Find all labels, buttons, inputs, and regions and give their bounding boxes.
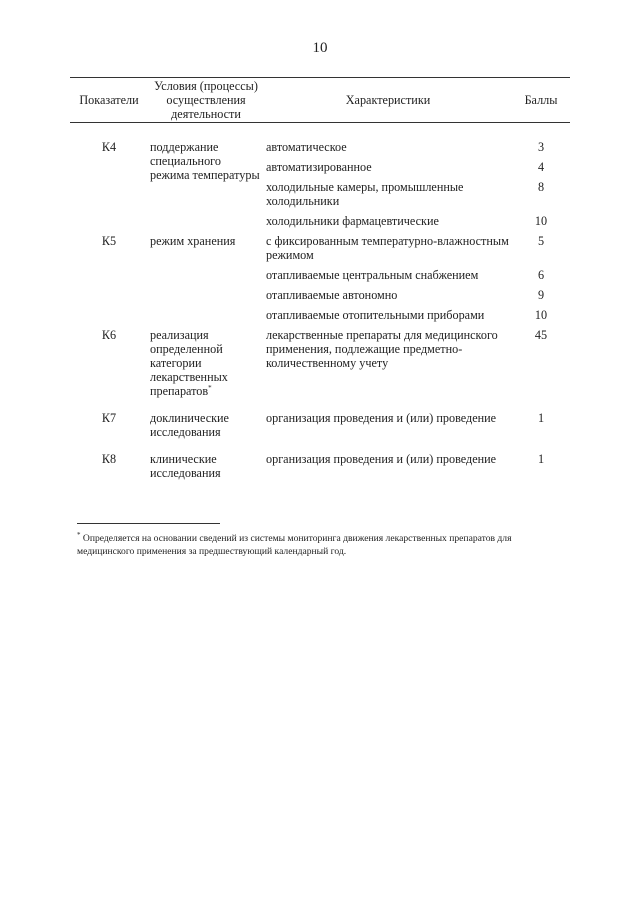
indicator-k8: К8 (101, 452, 117, 466)
score: 1 (537, 411, 545, 425)
characteristic: с фиксированным температурно-влажностным режимом (266, 234, 509, 262)
score: 10 (534, 308, 548, 322)
indicator-k6: К6 (101, 328, 117, 342)
score: 1 (537, 452, 545, 466)
header-characteristics: Характеристики (264, 78, 512, 123)
indicator-k4: К4 (101, 140, 117, 154)
condition-k6-text: реализация определенной категории лекарственных препаратов (150, 328, 228, 398)
characteristic: отапливаемые автономно (266, 288, 398, 302)
characteristic: холодильные камеры, промышленные холодильники (266, 180, 464, 208)
table-row (70, 401, 570, 442)
condition-k7: доклинические исследования (150, 411, 229, 439)
score: 45 (534, 328, 548, 342)
condition-k8: клинические исследования (150, 452, 221, 480)
characteristic: автоматическое (266, 140, 347, 154)
score: 9 (537, 288, 545, 302)
condition-k6 (148, 325, 264, 401)
indicator-k5: К5 (101, 234, 117, 248)
table-row (70, 442, 570, 483)
score: 3 (537, 140, 545, 154)
condition-k4: поддержание специального режима температуры (150, 140, 260, 182)
score: 6 (537, 268, 545, 282)
characteristic: автоматизированное (266, 160, 372, 174)
characteristic: отапливаемые отопительными приборами (266, 308, 485, 322)
characteristic: лекарственные препараты для медицинского применения, подлежащие предметно-количественному учету (266, 328, 498, 370)
score: 8 (537, 180, 545, 194)
footnote-divider (77, 523, 220, 524)
table-row (70, 325, 570, 401)
characteristic: организация проведения и (или) проведение (266, 452, 497, 466)
footnote-mark: * (77, 530, 81, 539)
scoring-table (70, 77, 570, 483)
header-scores: Баллы (512, 78, 570, 123)
characteristic: холодильники фармацевтические (266, 214, 439, 228)
condition-k5: режим хранения (150, 234, 236, 248)
footnote (77, 532, 567, 558)
table-header-row (70, 78, 570, 123)
characteristic: отапливаемые центральным снабжением (266, 268, 479, 282)
characteristic: организация проведения и (или) проведение (266, 411, 497, 425)
header-indicators: Показатели (70, 78, 148, 123)
footnote-ref-mark: * (208, 383, 212, 392)
score: 5 (537, 234, 545, 248)
table-row (70, 231, 570, 265)
page-number: 10 (312, 40, 328, 56)
score: 10 (534, 214, 548, 228)
footnote-text: Определяется на основании сведений из системы мониторинга движения лекарственных препаратов для медицинского применения за предшествующий календарный год. (77, 533, 512, 557)
table-row (70, 137, 570, 157)
indicator-k7: К7 (101, 411, 117, 425)
header-conditions: Условия (процессы) осуществления деятельности (148, 78, 264, 123)
score: 4 (537, 160, 545, 174)
